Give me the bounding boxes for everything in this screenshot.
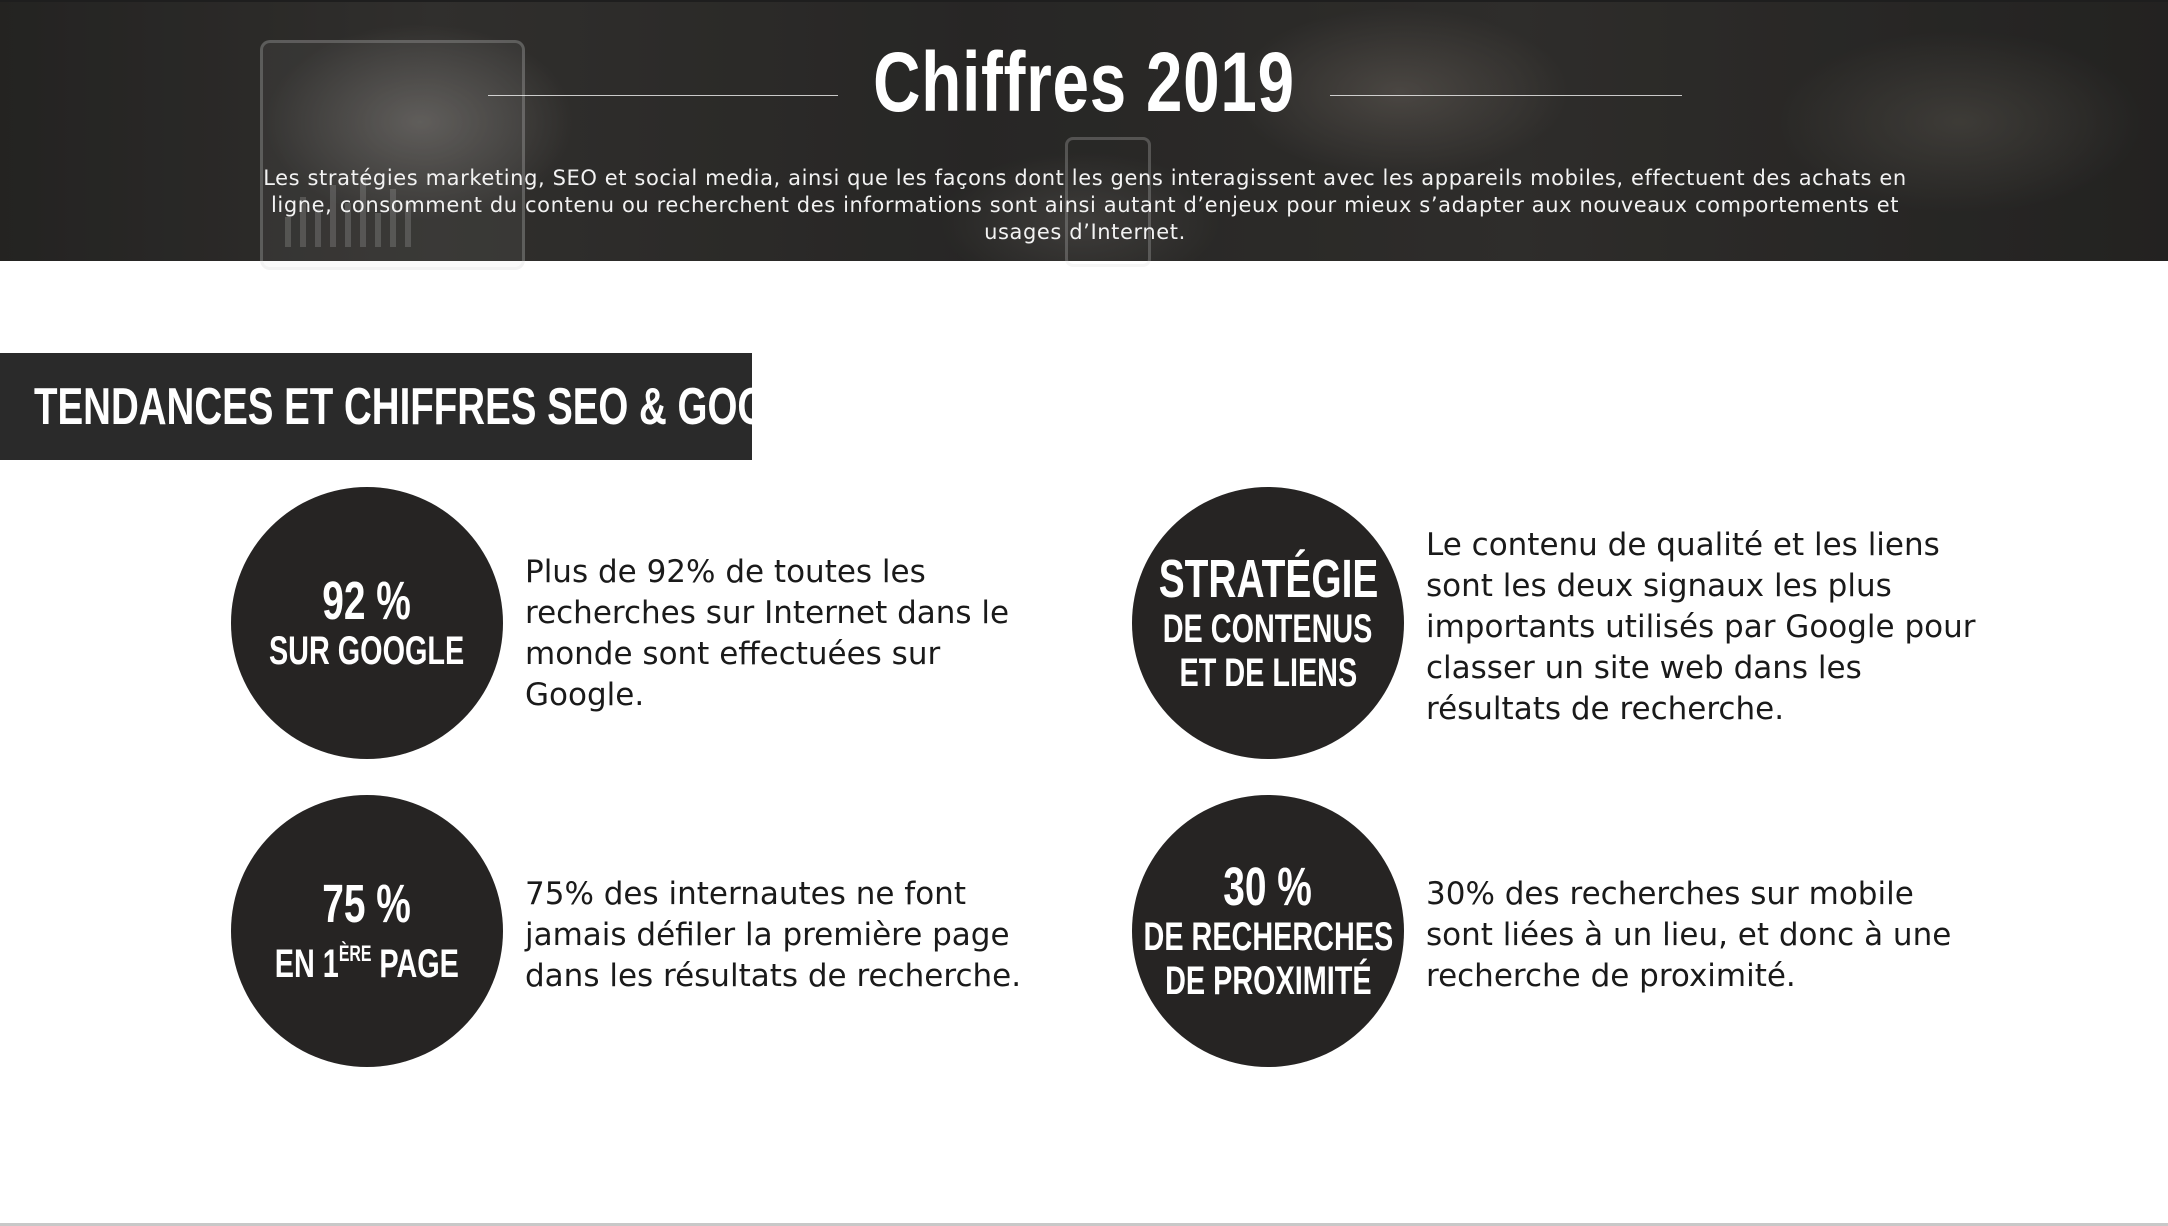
stat-circle-caption: DE CONTENUS [1163,607,1373,651]
stat-circle-caption: DE PROXIMITÉ [1164,959,1372,1003]
stat-text-first-page: 75% des internautes ne font jamais défiler la première page dans les résultats de recherche. [525,876,1022,994]
stat-circle-google-share [231,487,503,759]
section-title: TENDANCES ET CHIFFRES SEO & GOOGLE [34,378,847,436]
hero-banner [0,0,2168,261]
stat-circle-value: STRATÉGIE [1158,549,1378,609]
stat-circle-local-search [1132,795,1404,1067]
section-banner [0,353,847,460]
stat-circle-caption: ET DE LIENS [1179,651,1357,695]
caption-superscript: ÈRE [338,941,372,966]
stat-text-google-share: Plus de 92% de toutes les recherches sur Internet dans le monde sont effectuées sur Google. [525,554,1010,713]
stat-circle-value: 75 % [322,874,412,934]
page-title: Chiffres 2019 [873,35,1295,129]
stat-circle-value: 30 % [1223,857,1313,917]
stat-circle-caption: DE RECHERCHES [1143,915,1393,959]
stat-circle-caption [275,932,459,986]
stat-text-local-search: 30% des recherches sur mobile sont liées à un lieu, et donc à une recherche de proximité. [1426,876,1952,994]
caption-prefix: EN 1 [274,942,339,986]
hero-description: Les stratégies marketing, SEO et social media, ainsi que les façons dont les gens interagissent avec les appareils mobiles, effectuent des achats en ligne, consomment du contenu ou recherchent des informations sont ainsi autant d’enjeux pour mieux s’adapter aux nouveaux comportements et usages d’Internet. [263,166,1907,244]
stat-circle-caption: SUR GOOGLE [269,629,465,673]
caption-suffix: PAGE [371,942,460,986]
stat-circle-content-strategy [1132,487,1404,759]
stat-circle-first-page [231,795,503,1067]
stat-text-content-strategy: Le contenu de qualité et les liens sont les deux signaux les plus importants utilisés par Google pour classer un site web dans les résultats de recherche. [1426,527,1976,727]
stat-circle-value: 92 % [322,571,412,631]
